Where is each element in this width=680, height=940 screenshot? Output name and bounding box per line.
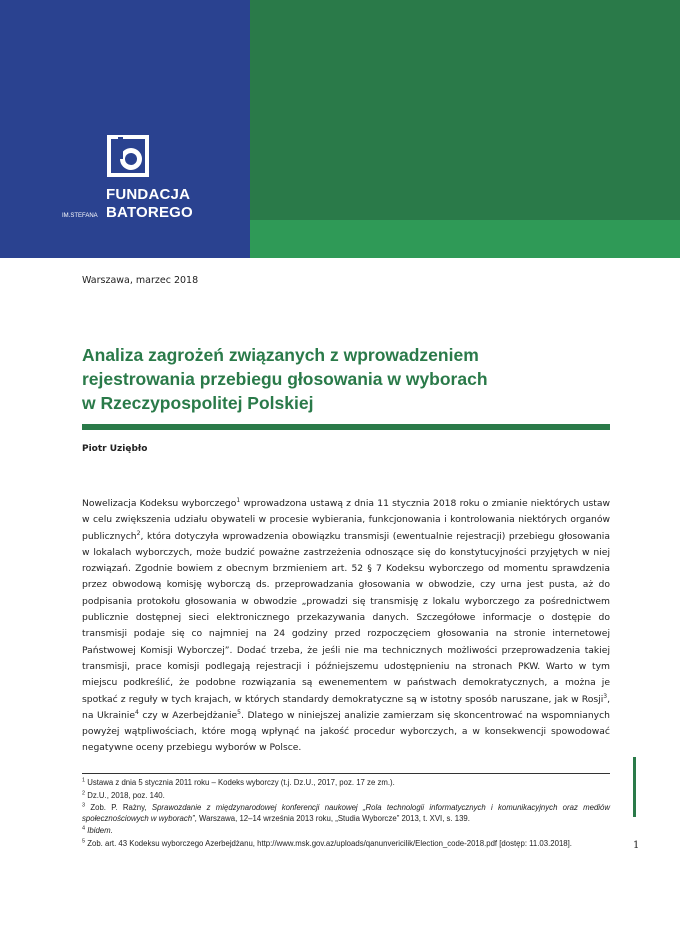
footnote-ref-4[interactable]: 4 bbox=[135, 708, 139, 716]
logo-name-line2: BATOREGO bbox=[106, 204, 193, 221]
footnote-2: $^2$ Dz.U., 2018, poz. 140. bbox=[82, 790, 165, 800]
header-green-stripe bbox=[250, 220, 680, 258]
footnote-ref-2[interactable]: 2 bbox=[136, 529, 141, 537]
footnote-5-text[interactable]: Zob. art. 43 Kodeksu wyborczego Azerbejdżanu, http://www.msk.gov.az/uploads/qanunvericilik/Election_code-2018.pdf [dostęp: 11.03.2018]. bbox=[87, 838, 572, 848]
logo-name-line1: FUNDACJA bbox=[106, 186, 191, 203]
footnote-ref-1[interactable]: 1 bbox=[236, 496, 241, 504]
page-side-marker bbox=[633, 757, 636, 817]
foundation-logo-icon bbox=[106, 134, 150, 178]
title-line-1: Analiza zagrożeń związanych z wprowadzeniem bbox=[82, 345, 479, 365]
footnote-1: $^1$ Ustawa z dnia 5 stycznia 2011 roku – Kodeks wyborczy (t.j. Dz.U., 2017, poz. 17 ze zm.). bbox=[82, 777, 395, 787]
footnotes-section bbox=[82, 778, 610, 852]
title-line-2: rejestrowania przebiegu głosowania w wyborach bbox=[82, 369, 488, 389]
page-number: 1 bbox=[633, 840, 640, 851]
title-line-3: w Rzeczypospolitej Polskiej bbox=[82, 393, 314, 413]
body-paragraph: Nowelizacja Kodeksu wyborczego$^1$ wprowadzona ustawą z dnia 11 stycznia 2018 roku o zmianie niektórych ustaw w celu zwiększenia udziału obywateli w procesie wybierania, funkcjonowania i kontrolowania niektórych organów publicznych$^2$, która dotyczyła wprowadzenia obowiązku transmisji (ewentualnie rejestracji) przebiegu głosowania w lokalach wyborczych, może budzić poważne zastrzeżenia odnoszące się do konstytucyjności przyjętych w niej rozwiązań. Zgodnie bowiem z obecnym brzmieniem art. 52 § 7 Kodeksu wyborczego od momentu sprawdzenia przez obwodową komisję wyborczą ds. przeprowadzania głosowania w obwodzie, czy urna jest pusta, aż do podpisania protokołu głosowania w obwodzie „prowadzi się transmisję z lokalu wyborczego za pośrednictwem publicznie dostępnej sieci elektronicznego przekazywania danych. Szczegółowe informacje o dostępie do transmisji podaje się co najmniej na 24 godziny przed rozpoczęciem głosowania na stronie internetowej Państwowej Komisji Wyborczej”. Dodać trzeba, że jeśli nie ma technicznych możliwości przeprowadzenia takiej transmisji, prace komisji podlegają rejestracji i późniejszemu udostępnieniu na stronach PKW. Warto w tym miejscu podkreślić, że podobne rozwiązania są ewenementem w państwach demokratycznych, a można je spotkać z reguły w tych krajach, w których standardy demokratyczne są w istotny sposób naruszane, jak w Rosji$^3$, na Ukrainie$^4$ czy w Azerbejdżanie$^5$. Dlatego w niniejszej analizie zamierzam się skoncentrować na wspomnianych powyżej wątpliwościach, które mogą wpłynąć na jakość procedur wyborczych, a w konsekwencji spowodować negatywne oceny przebiegu wyborów w Polsce. bbox=[82, 496, 610, 754]
footnote-separator bbox=[82, 773, 610, 774]
footnote-5: $^5$ Zob. art. 43 Kodeksu wyborczego Azerbejdżanu, http://www.msk.gov.az/uploads/qanunvericilik/Election_code-2018.pdf [dostęp: 11.03.2018]. bbox=[82, 838, 572, 848]
document-date: Warszawa, marzec 2018 bbox=[82, 275, 199, 286]
title-divider bbox=[82, 424, 610, 430]
footnote-3: $^3$ Zob. P. Rażny, Sprawozdanie z międzynarodowej konferencji naukowej „Rola technologii informatycznych i komunikacyjnych oraz mediów społecznościowych w wyborach”, Warszawa, 12–14 września 2013 roku, „Studia Wyborcze” 2013, t. XVI, s. 139. bbox=[82, 802, 611, 823]
document-title bbox=[82, 343, 602, 415]
author-name: Piotr Uziębło bbox=[82, 444, 148, 454]
footnote-4: $^4$ Ibidem. bbox=[82, 825, 113, 836]
logo-name-prefix: IM.STEFANA bbox=[62, 213, 98, 219]
footnote-ref-3[interactable]: 3 bbox=[603, 692, 608, 700]
footnote-ref-5[interactable]: 5 bbox=[237, 708, 241, 716]
